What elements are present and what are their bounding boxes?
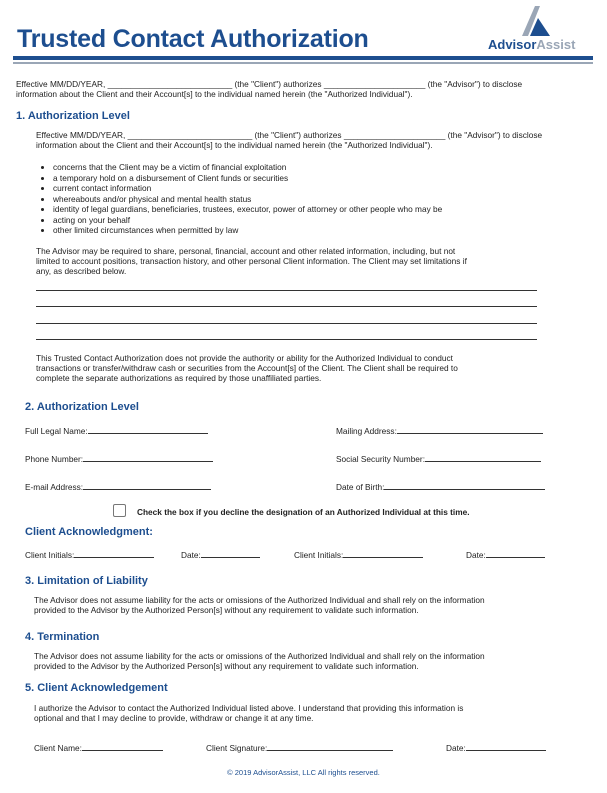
date-field[interactable] <box>181 549 260 560</box>
client-initials-label: Client Initials: <box>294 550 344 560</box>
bullet-item: • whereabouts and/or physical and mental health status <box>53 194 442 205</box>
decline-label: Check the box if you decline the designation of an Authorized Individual at this time. <box>137 507 470 517</box>
client-name-input[interactable] <box>82 742 163 751</box>
date-field[interactable] <box>466 549 545 560</box>
disclaimer-line-2: transactions or transfer/withdraw cash or securities from the Account[s] of the Client. The Client shall be required to <box>36 363 458 373</box>
intro-line-2: information about the Client and their Account[s] to the individual named herein (the "Authorized Individual"). <box>16 89 413 99</box>
full-legal-name-input[interactable] <box>88 425 208 434</box>
date-input[interactable] <box>486 549 545 558</box>
limitations-write-line[interactable] <box>36 339 537 340</box>
bullet-item: • concerns that the Client may be a victim of financial exploitation <box>53 162 442 173</box>
section-1-line-2: information about the Client and their Account[s] to the individual named herein (the "Authorized Individual"). <box>36 140 433 150</box>
share-line-2: limited to account positions, transaction history, and other personal Client information. The Client may set limitations if <box>36 256 467 266</box>
date-label: Date: <box>466 550 486 560</box>
bullet-item: • a temporary hold on a disbursement of Client funds or securities <box>53 173 442 184</box>
limitations-write-line[interactable] <box>36 290 537 291</box>
ssn-input[interactable] <box>425 453 541 462</box>
share-line-1: The Advisor may be required to share, personal, financial, account and other related information, including, but not <box>36 246 456 256</box>
section-5-heading: 5. Client Acknowledgement <box>25 682 168 694</box>
section-1-heading: 1. Authorization Level <box>16 110 130 122</box>
header-rule-secondary <box>13 62 593 64</box>
email-field[interactable] <box>25 481 211 492</box>
liability-line-1: The Advisor does not assume liability for the acts or omissions of the Authorized Individual and shall rely on the information <box>34 595 485 605</box>
client-initials-field[interactable] <box>25 549 154 560</box>
section-1-line-1: Effective MM/DD/YEAR, ___________________________ (the "Client") authorizes ______________________ (the "Advisor") to disclose <box>36 130 543 140</box>
acknowledgement-line-2: optional and that I may decline to provide, withdraw or change it at any time. <box>34 713 314 723</box>
section-4-heading: 4. Termination <box>25 631 100 643</box>
client-ack-heading: Client Acknowledgment: <box>25 526 153 538</box>
client-signature-field[interactable] <box>206 742 393 753</box>
email-input[interactable] <box>83 481 211 490</box>
share-line-3: any, as described below. <box>36 266 127 276</box>
section-3-heading: 3. Limitation of Liability <box>25 575 148 587</box>
acknowledgement-line-1: I authorize the Advisor to contact the Authorized Individual listed above. I understand that providing this information is <box>34 703 464 713</box>
phone-number-input[interactable] <box>83 453 213 462</box>
mailing-address-field[interactable] <box>336 425 543 436</box>
logo-wordmark <box>488 37 575 52</box>
section-2-heading: 2. Authorization Level <box>25 401 139 413</box>
mailing-address-label: Mailing Address: <box>336 426 397 436</box>
date-of-birth-field[interactable] <box>336 481 545 492</box>
date-of-birth-label: Date of Birth: <box>336 482 385 492</box>
intro-line-1: Effective MM/DD/YEAR, ___________________________ (the "Client") authorizes ______________________ (the "Advisor") to disclose <box>16 79 523 89</box>
client-initials-input[interactable] <box>343 549 423 558</box>
header-rule-primary <box>13 56 593 60</box>
signature-date-input[interactable] <box>466 742 546 751</box>
document-title: Trusted Contact Authorization <box>17 25 369 53</box>
termination-line-2: provided to the Advisor by the Authorized Person[s] without any requirement to validate such information. <box>34 661 419 671</box>
ssn-label: Social Security Number: <box>336 454 425 464</box>
advisorassist-logo-icon <box>518 4 554 38</box>
bullet-item: • acting on your behalf <box>53 215 442 226</box>
signature-date-label: Date: <box>446 743 466 753</box>
full-legal-name-field[interactable] <box>25 425 208 436</box>
signature-date-field[interactable] <box>446 742 546 753</box>
client-signature-label: Client Signature: <box>206 743 268 753</box>
client-initials-field[interactable] <box>294 549 423 560</box>
email-label: E-mail Address: <box>25 482 84 492</box>
full-legal-name-label: Full Legal Name: <box>25 426 88 436</box>
limitations-write-line[interactable] <box>36 306 537 307</box>
decline-checkbox[interactable] <box>113 504 126 517</box>
client-initials-label: Client Initials: <box>25 550 75 560</box>
disclaimer-line-1: This Trusted Contact Authorization does not provide the authority or ability for the Authorized Individual to conduct <box>36 353 453 363</box>
disclaimer-line-3: complete the separate authorizations as required by those unaffiliated parties. <box>36 373 322 383</box>
date-label: Date: <box>181 550 201 560</box>
date-input[interactable] <box>201 549 260 558</box>
logo-word-assist: Assist <box>536 37 576 52</box>
bullet-item: • other limited circumstances when permitted by law <box>53 225 442 236</box>
liability-line-2: provided to the Advisor by the Authorized Person[s] without any requirement to validate such information. <box>34 605 419 615</box>
phone-number-field[interactable] <box>25 453 213 464</box>
client-name-field[interactable] <box>34 742 163 753</box>
client-initials-input[interactable] <box>74 549 154 558</box>
bullet-item: • identity of legal guardians, beneficiaries, trustees, executor, power of attorney or other people who may be <box>53 204 442 215</box>
mailing-address-input[interactable] <box>397 425 543 434</box>
date-of-birth-input[interactable] <box>384 481 545 490</box>
disclosure-bullet-list <box>40 162 442 236</box>
termination-line-1: The Advisor does not assume liability for the acts or omissions of the Authorized Individual and shall rely on the information <box>34 651 485 661</box>
logo-word-advisor: Advisor <box>488 37 537 52</box>
client-signature-input[interactable] <box>267 742 393 751</box>
limitations-write-line[interactable] <box>36 323 537 324</box>
phone-number-label: Phone Number: <box>25 454 84 464</box>
ssn-field[interactable] <box>336 453 541 464</box>
copyright-footer: © 2019 AdvisorAssist, LLC All rights reserved. <box>227 768 380 777</box>
bullet-item: • current contact information <box>53 183 442 194</box>
client-name-label: Client Name: <box>34 743 82 753</box>
